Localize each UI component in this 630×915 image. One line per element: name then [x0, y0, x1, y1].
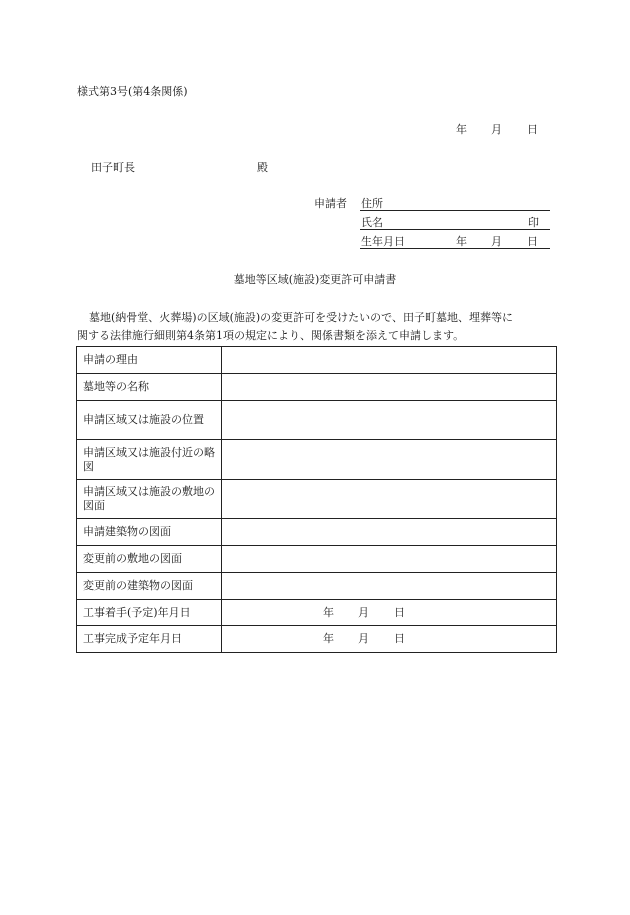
row-input[interactable]: [222, 546, 557, 573]
table-row: [77, 480, 557, 519]
row-input[interactable]: [222, 440, 557, 480]
row-input[interactable]: [222, 401, 557, 440]
start-day: 日: [394, 605, 405, 619]
applicant-label: 申請者: [314, 197, 347, 210]
start-year: 年: [323, 605, 334, 619]
applicant-name-label: 氏名: [361, 216, 383, 229]
table-row: [77, 401, 557, 440]
row-label: 墓地等の名称: [77, 374, 222, 401]
address-line: [360, 210, 550, 211]
name-line: [360, 229, 550, 230]
row-input[interactable]: [222, 519, 557, 546]
row-label: 申請の理由: [77, 347, 222, 374]
birthdate-line: [360, 248, 550, 249]
row-label: 工事完成予定年月日: [77, 626, 222, 653]
table-row: [77, 519, 557, 546]
table-row: [77, 347, 557, 374]
start-month: 月: [358, 605, 369, 619]
table-row: [77, 546, 557, 573]
row-label: 申請区域又は施設の敷地の図面: [77, 480, 222, 519]
row-input[interactable]: [222, 374, 557, 401]
completion-day: 日: [394, 632, 405, 645]
table-row: [77, 573, 557, 600]
date-month: 月: [491, 123, 502, 136]
row-label: 申請区域又は施設付近の略図: [77, 440, 222, 480]
table-row: [77, 626, 557, 653]
row-label: 申請区域又は施設の位置: [77, 401, 222, 440]
completion-month: 月: [358, 632, 369, 645]
completion-date-cell[interactable]: [222, 626, 557, 653]
date-day: 日: [527, 123, 538, 136]
table-row: [77, 600, 557, 626]
body-text-line-1: 墓地(納骨堂、火葬場)の区域(施設)の変更許可を受けたいので、田子町墓地、埋葬等に: [89, 311, 513, 324]
birthdate-month: 月: [491, 235, 502, 248]
row-input[interactable]: [222, 480, 557, 519]
birthdate-year: 年: [456, 235, 467, 248]
seal-mark: 印: [528, 216, 539, 229]
row-label: 変更前の建築物の図面: [77, 573, 222, 600]
start-date-cell[interactable]: [222, 600, 557, 626]
row-label: 工事着手(予定)年月日: [77, 600, 222, 626]
completion-year: 年: [323, 632, 334, 645]
row-label: 変更前の敷地の図面: [77, 546, 222, 573]
body-text-line-2: 関する法律施行細則第4条第1項の規定により、関係書類を添えて申請します。: [77, 329, 465, 342]
row-label: 申請建築物の図面: [77, 519, 222, 546]
birthdate-day: 日: [527, 235, 538, 248]
birthdate-label: 生年月日: [361, 235, 405, 248]
addressee-name: 田子町長: [91, 161, 135, 174]
document-title: 墓地等区域(施設)変更許可申請書: [233, 273, 397, 286]
application-table: [76, 346, 557, 653]
row-input[interactable]: [222, 573, 557, 600]
row-input[interactable]: [222, 347, 557, 374]
applicant-address-label: 住所: [361, 197, 383, 210]
table-row: [77, 440, 557, 480]
addressee-honorific: 殿: [257, 161, 268, 174]
date-year: 年: [456, 123, 467, 136]
table-row: [77, 374, 557, 401]
form-number: 様式第3号(第4条関係): [77, 85, 188, 98]
